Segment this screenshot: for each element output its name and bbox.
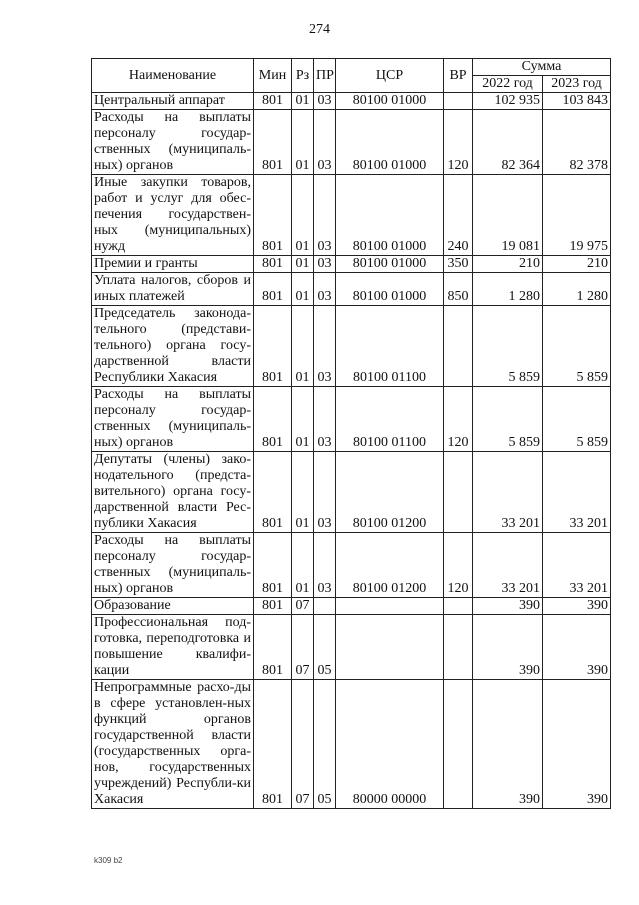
cell-csr: 80100 01200 (336, 533, 444, 598)
cell-csr (336, 598, 444, 615)
cell-2023: 19 975 (543, 175, 611, 256)
cell-name: Иные закупки товаров, работ и услуг для обес-печения государствен-ных (муниципальных) нужд (92, 175, 254, 256)
header-name: Наименование (92, 59, 254, 93)
cell-min: 801 (254, 110, 292, 175)
table-row (92, 306, 611, 387)
cell-rz: 01 (292, 175, 314, 256)
cell-name: Депутаты (члены) зако-нодательного (предста-вительного) органа госу-дарственной власти Рес-публики Хакасия (92, 452, 254, 533)
header-pr: ПР (314, 59, 336, 93)
header-sum: Сумма (473, 59, 611, 76)
cell-vr: 120 (444, 110, 473, 175)
cell-name: Уплата налогов, сборов и иных платежей (92, 273, 254, 306)
table-row (92, 110, 611, 175)
cell-vr (444, 306, 473, 387)
cell-vr (444, 615, 473, 680)
cell-min: 801 (254, 387, 292, 452)
cell-csr: 80100 01000 (336, 110, 444, 175)
cell-min: 801 (254, 598, 292, 615)
table-row (92, 598, 611, 615)
cell-min: 801 (254, 175, 292, 256)
cell-rz: 01 (292, 273, 314, 306)
cell-vr (444, 680, 473, 809)
cell-2023: 390 (543, 598, 611, 615)
header-vr: ВР (444, 59, 473, 93)
cell-vr (444, 452, 473, 533)
cell-name: Расходы на выплаты персоналу государ-ственных (муниципаль-ных) органов (92, 387, 254, 452)
cell-2022: 210 (473, 256, 543, 273)
table-row (92, 175, 611, 256)
cell-2022: 5 859 (473, 387, 543, 452)
cell-2023: 82 378 (543, 110, 611, 175)
cell-vr (444, 93, 473, 110)
table-row (92, 680, 611, 809)
cell-pr: 03 (314, 93, 336, 110)
cell-min: 801 (254, 452, 292, 533)
cell-2022: 33 201 (473, 452, 543, 533)
cell-2022: 33 201 (473, 533, 543, 598)
page-number: 274 (309, 22, 330, 37)
cell-2022: 5 859 (473, 306, 543, 387)
cell-rz: 01 (292, 93, 314, 110)
header-2023: 2023 год (543, 76, 611, 93)
cell-csr: 80100 01000 (336, 273, 444, 306)
cell-2023: 210 (543, 256, 611, 273)
cell-2022: 102 935 (473, 93, 543, 110)
cell-rz: 01 (292, 110, 314, 175)
cell-2023: 33 201 (543, 452, 611, 533)
cell-pr: 03 (314, 387, 336, 452)
cell-min: 801 (254, 256, 292, 273)
cell-rz: 01 (292, 256, 314, 273)
cell-2023: 33 201 (543, 533, 611, 598)
cell-pr: 03 (314, 533, 336, 598)
cell-min: 801 (254, 306, 292, 387)
cell-name: Председатель законода-тельного (представи-тельного) органа госу-дарственной власти Республики Хакасия (92, 306, 254, 387)
cell-csr: 80100 01000 (336, 93, 444, 110)
cell-csr: 80100 01000 (336, 256, 444, 273)
cell-pr (314, 598, 336, 615)
cell-name: Центральный аппарат (92, 93, 254, 110)
header-2022: 2022 год (473, 76, 543, 93)
cell-name: Образование (92, 598, 254, 615)
cell-2023: 1 280 (543, 273, 611, 306)
cell-min: 801 (254, 273, 292, 306)
cell-2022: 390 (473, 680, 543, 809)
cell-name: Расходы на выплаты персоналу государ-ственных (муниципаль-ных) органов (92, 110, 254, 175)
table-row (92, 615, 611, 680)
header-min: Мин (254, 59, 292, 93)
cell-vr: 850 (444, 273, 473, 306)
cell-csr: 80100 01100 (336, 306, 444, 387)
cell-vr: 350 (444, 256, 473, 273)
cell-2022: 19 081 (473, 175, 543, 256)
cell-name: Премии и гранты (92, 256, 254, 273)
cell-2022: 1 280 (473, 273, 543, 306)
table-row (92, 387, 611, 452)
cell-pr: 03 (314, 273, 336, 306)
cell-min: 801 (254, 680, 292, 809)
cell-pr: 03 (314, 256, 336, 273)
cell-name: Профессиональная под-готовка, переподготовка и повышение квалифи-кации (92, 615, 254, 680)
cell-csr: 80000 00000 (336, 680, 444, 809)
cell-2023: 103 843 (543, 93, 611, 110)
cell-2023: 390 (543, 615, 611, 680)
cell-csr: 80100 01100 (336, 387, 444, 452)
cell-rz: 01 (292, 387, 314, 452)
header-rz: Рз (292, 59, 314, 93)
table-row (92, 452, 611, 533)
cell-min: 801 (254, 615, 292, 680)
cell-2023: 5 859 (543, 306, 611, 387)
cell-rz: 01 (292, 452, 314, 533)
cell-csr: 80100 01200 (336, 452, 444, 533)
cell-vr: 120 (444, 387, 473, 452)
header-row (92, 59, 611, 76)
cell-2022: 390 (473, 598, 543, 615)
header-csr: ЦСР (336, 59, 444, 93)
cell-name: Расходы на выплаты персоналу государ-ственных (муниципаль-ных) органов (92, 533, 254, 598)
table-row (92, 256, 611, 273)
cell-2023: 5 859 (543, 387, 611, 452)
cell-2022: 390 (473, 615, 543, 680)
cell-pr: 03 (314, 306, 336, 387)
cell-csr (336, 615, 444, 680)
cell-pr: 05 (314, 615, 336, 680)
cell-pr: 05 (314, 680, 336, 809)
footer-code: k309 b2 (94, 856, 123, 865)
cell-min: 801 (254, 533, 292, 598)
cell-rz: 01 (292, 533, 314, 598)
cell-pr: 03 (314, 110, 336, 175)
cell-rz: 01 (292, 306, 314, 387)
table-row (92, 273, 611, 306)
cell-pr: 03 (314, 452, 336, 533)
cell-2023: 390 (543, 680, 611, 809)
cell-rz: 07 (292, 598, 314, 615)
cell-vr: 240 (444, 175, 473, 256)
cell-vr (444, 598, 473, 615)
budget-table (91, 58, 611, 809)
table-row (92, 93, 611, 110)
cell-rz: 07 (292, 615, 314, 680)
cell-rz: 07 (292, 680, 314, 809)
table-row (92, 533, 611, 598)
cell-min: 801 (254, 93, 292, 110)
cell-csr: 80100 01000 (336, 175, 444, 256)
cell-name: Непрограммные расхо-ды в сфере установлен-ных функций органов государственной власти (государственных орга-нов, государственных учреждений) Республи-ки Хакасия (92, 680, 254, 809)
cell-vr: 120 (444, 533, 473, 598)
cell-2022: 82 364 (473, 110, 543, 175)
cell-pr: 03 (314, 175, 336, 256)
